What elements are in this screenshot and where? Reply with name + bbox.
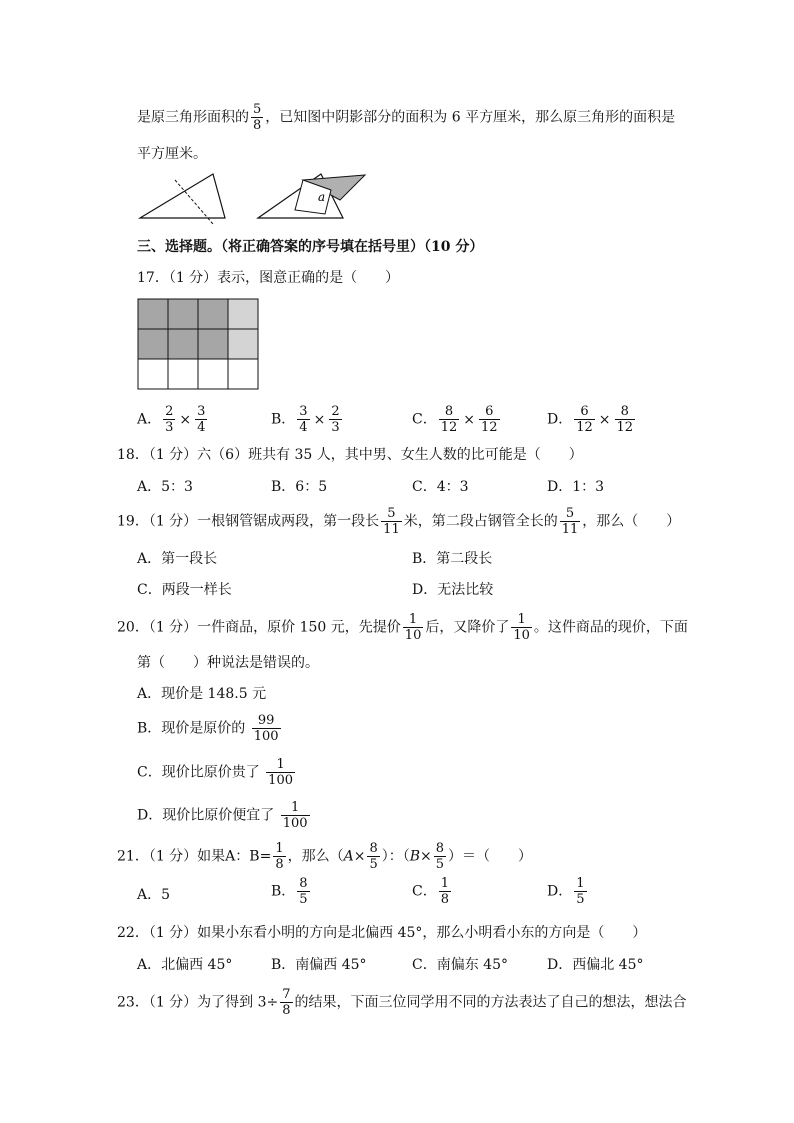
q17-option-b[interactable]: B． $\frac{3}{4}$ × $\frac{2}{3}$ <box>271 404 340 435</box>
q22-option-b[interactable]: B．南偏西 45° <box>271 957 367 973</box>
q17-grid-cell <box>168 359 198 389</box>
q20-option-d[interactable]: D．现价比原价便宜了 $\frac{1}{100}$ <box>137 800 308 831</box>
q20-stem-line1: 20．（1 分）一件商品，原价 150 元，先提价 $\frac{1}{10}$ 后，又降价了 $\frac{1}{10}$ 。这件商品的现价，下面 <box>117 612 688 643</box>
q21-option-b[interactable]: B． $\frac{8}{5}$ <box>271 876 308 907</box>
q16-original-triangle <box>140 174 225 218</box>
q21-option-d[interactable]: D． $\frac{1}{5}$ <box>547 876 585 907</box>
q17-grid-cell <box>198 359 228 389</box>
q17-stem: 17．（1 分）表示，图意正确的是（ ） <box>137 270 400 286</box>
q17-option-c[interactable]: C． $\frac{8}{12}$ × $\frac{6}{12}$ <box>412 404 498 435</box>
q19-option-c[interactable]: C．两段一样长 <box>137 582 232 598</box>
q19-option-b[interactable]: B．第二段长 <box>412 551 493 567</box>
q17-grid-cell <box>168 329 198 359</box>
q17-grid-cell <box>198 299 228 329</box>
q19-option-a[interactable]: A．第一段长 <box>137 551 218 567</box>
q17-option-a[interactable]: A． $\frac{2}{3}$ × $\frac{3}{4}$ <box>137 404 206 435</box>
q18-option-d[interactable]: D．1：3 <box>547 479 605 495</box>
q16-line1 <box>137 102 675 133</box>
q16-text-b: ，已知图中阴影部分的面积为 6 平方厘米，那么原三角形的面积是 <box>265 109 676 126</box>
q21-stem: 21．（1 分）如果A：B= $\frac{1}{8}$ ，那么（A× $\frac{8}{5}$ ）：（B× $\frac{8}{5}$ ）＝（ ） <box>117 841 533 872</box>
q21-option-c[interactable]: C． $\frac{1}{8}$ <box>412 876 449 907</box>
q17-grid <box>137 298 261 390</box>
q20-stem-line2: 第（ ）种说法是错误的。 <box>137 655 319 671</box>
q17-grid-cell <box>138 299 168 329</box>
q19-stem: 19．（1 分）一根钢管锯成两段，第一段长 $\frac{5}{11}$ 米，第二段占钢管全长的 $\frac{5}{11}$ ，那么（ ） <box>117 506 681 537</box>
q18-option-c[interactable]: C．4：3 <box>412 479 469 495</box>
q20-option-a[interactable]: A．现价是 148.5 元 <box>137 686 267 702</box>
q17-grid-cell <box>138 359 168 389</box>
q20-option-b[interactable]: B．现价是原价的 $\frac{99}{100}$ <box>137 713 279 744</box>
q19-option-d[interactable]: D．无法比较 <box>412 582 494 598</box>
q17-grid-cell <box>228 359 258 389</box>
q18-stem: 18．（1 分）六（6）班共有 35 人，其中男、女生人数的比可能是（ ） <box>117 447 583 463</box>
q22-option-c[interactable]: C．南偏东 45° <box>412 957 508 973</box>
q17-grid-cell <box>228 299 258 329</box>
q16-triangle-figures <box>135 168 375 228</box>
q21-option-a[interactable]: A．5 <box>137 887 171 903</box>
q16-fraction: $\frac{5}{8}$ <box>253 102 262 133</box>
q17-option-d[interactable]: D． $\frac{6}{12}$ × $\frac{8}{12}$ <box>547 404 634 435</box>
q20-option-c[interactable]: C．现价比原价贵了 $\frac{1}{100}$ <box>137 757 293 788</box>
q17-grid-cell <box>228 329 258 359</box>
q16-text-a: 是原三角形面积的 <box>137 109 249 126</box>
q16-fold-line <box>175 180 213 224</box>
q22-stem: 22．（1 分）如果小东看小明的方向是北偏西 45°，那么小明看小东的方向是（ ） <box>117 925 647 941</box>
q22-option-a[interactable]: A．北偏西 45° <box>137 957 233 973</box>
q22-option-d[interactable]: D．西偏北 45° <box>547 957 644 973</box>
q17-grid-cell <box>168 299 198 329</box>
q16-line2: 平方厘米。 <box>137 146 207 162</box>
section3-title: 三、选择题。（将正确答案的序号填在括号里）（10 分） <box>137 239 484 255</box>
q17-grid-cells <box>138 299 258 389</box>
q18-option-b[interactable]: B．6：5 <box>271 479 328 495</box>
q17-grid-cell <box>138 329 168 359</box>
q16-label-a: a <box>318 190 326 204</box>
q17-grid-cell <box>198 329 228 359</box>
q23-stem: 23．（1 分）为了得到 3÷ $\frac{7}{8}$ 的结果，下面三位同学用不同的方法表达了自己的想法，想法合 <box>117 987 687 1018</box>
q18-option-a[interactable]: A．5：3 <box>137 479 193 495</box>
